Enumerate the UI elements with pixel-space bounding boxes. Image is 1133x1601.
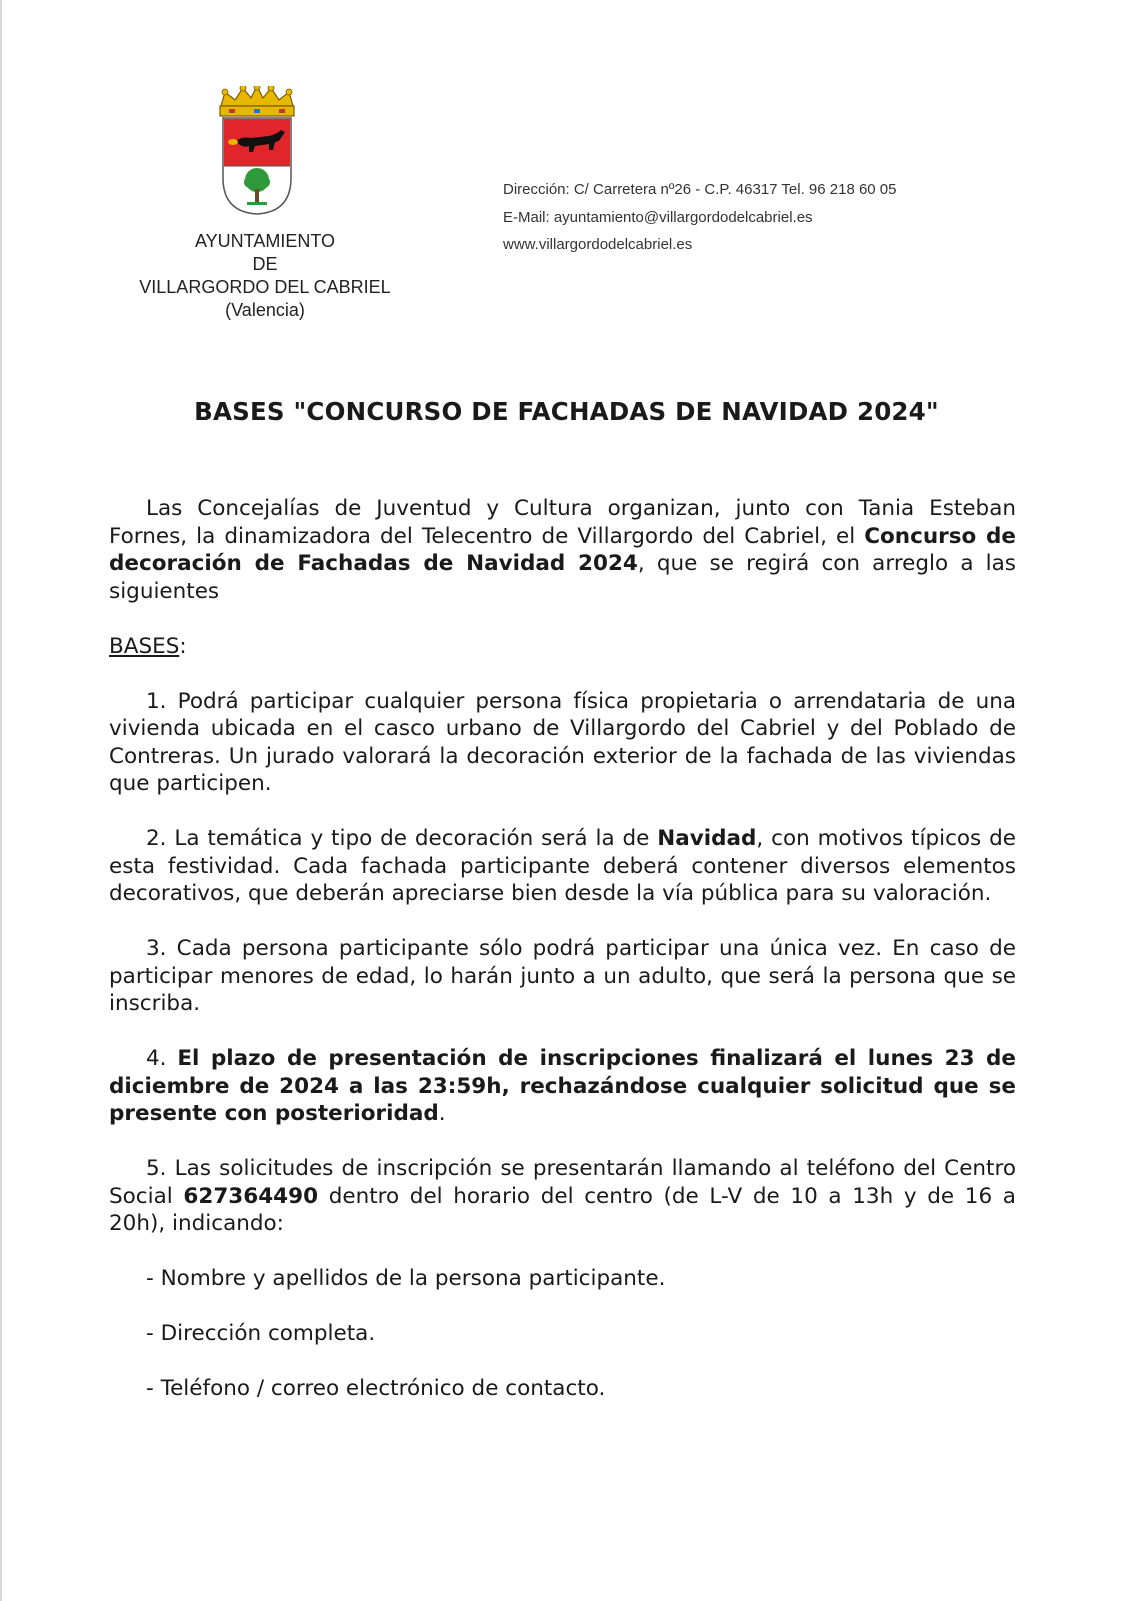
page-left-edge [0,0,2,1601]
document-body [109,495,1016,1403]
municipality-line-1: AYUNTAMIENTO [194,231,335,251]
base-item-1: 1. Podrá participar cualquier persona física propietaria o arrendataria de una vivienda ubicada en el casco urbano de Villargordo del Cabriel y del Poblado de Contreras. Un jurado valorará la decoración exterior de la fachada de las viviendas que participen. [109,688,1016,796]
municipality-line-2: DE [252,254,278,274]
contact-info-block [503,176,1063,259]
document-title: BASES "CONCURSO DE FACHADAS DE NAVIDAD 2024" [194,397,939,426]
base-item-4 [109,1045,1016,1128]
municipal-crest-icon [207,86,307,216]
crown-icon [220,86,294,116]
intro-text-1: Las Concejalías de Juventud y Cultura organizan, junto con Tania Esteban Fornes, la dinamizadora del Telecentro de Villargordo del Cabriel, el [109,496,1016,549]
intro-paragraph [109,495,1016,605]
municipality-name-block [120,230,410,322]
base-item-3: 3. Cada persona participante sólo podrá participar una única vez. En caso de participar menores de edad, lo harán junto a un adulto, que será la persona que se inscriba. [109,936,1016,1016]
contact-website: www.villargordodelcabriel.es [503,236,693,253]
item4-number: 4. [146,1046,178,1071]
item5-text-2: dentro del horario del centro (de L-V de 10 a 13h y de 16 a 20h), indicando: [109,1183,1016,1236]
item4-end: . [438,1101,446,1126]
bullet-address: - Dirección completa. [146,1321,376,1346]
contact-email: E-Mail: ayuntamiento@villargordodelcabriel.es [503,208,813,226]
base-item-5 [109,1155,1016,1238]
intro-bold-text: Concurso de decoración de Fachadas de Navidad 2024 [109,523,1016,576]
item2-bold-text: Navidad [657,826,757,851]
bases-heading [109,633,1016,661]
item4-bold-text: El plazo de presentación de inscripciones finalizará el lunes 23 de diciembre de 2024 a las 23:59h, rechazándose cualquier solicitud que se presente con posterioridad [109,1046,1016,1126]
contact-address: Dirección: C/ Carretera nº26 - C.P. 46317 Tel. 96 218 60 05 [503,181,897,198]
item5-text-1: 5. Las solicitudes de inscripción se presentarán llamando al teléfono del Centro Social [109,1156,1016,1209]
intro-text-2: , que se regirá con arreglo a las siguientes [109,551,1016,604]
base-item-2 [109,825,1016,908]
item2-text-1: 2. La temática y tipo de decoración será la de [146,826,658,851]
item5-phone-number: 627364490 [183,1183,319,1209]
bullet-name: - Nombre y apellidos de la persona participante. [146,1266,666,1291]
bases-heading-colon: : [179,633,187,659]
bullet-contact: - Teléfono / correo electrónico de contacto. [146,1376,606,1401]
item2-text-2: , con motivos típicos de esta festividad. Cada fachada participante deberá contener diversos elementos decorativos, que deberán apreciarse bien desde la vía pública para su valoración. [109,826,1016,906]
bases-heading-text: BASES [109,633,180,659]
municipality-line-3: VILLARGORDO DEL CABRIEL [139,277,391,297]
municipality-line-4: (Valencia) [225,300,305,320]
